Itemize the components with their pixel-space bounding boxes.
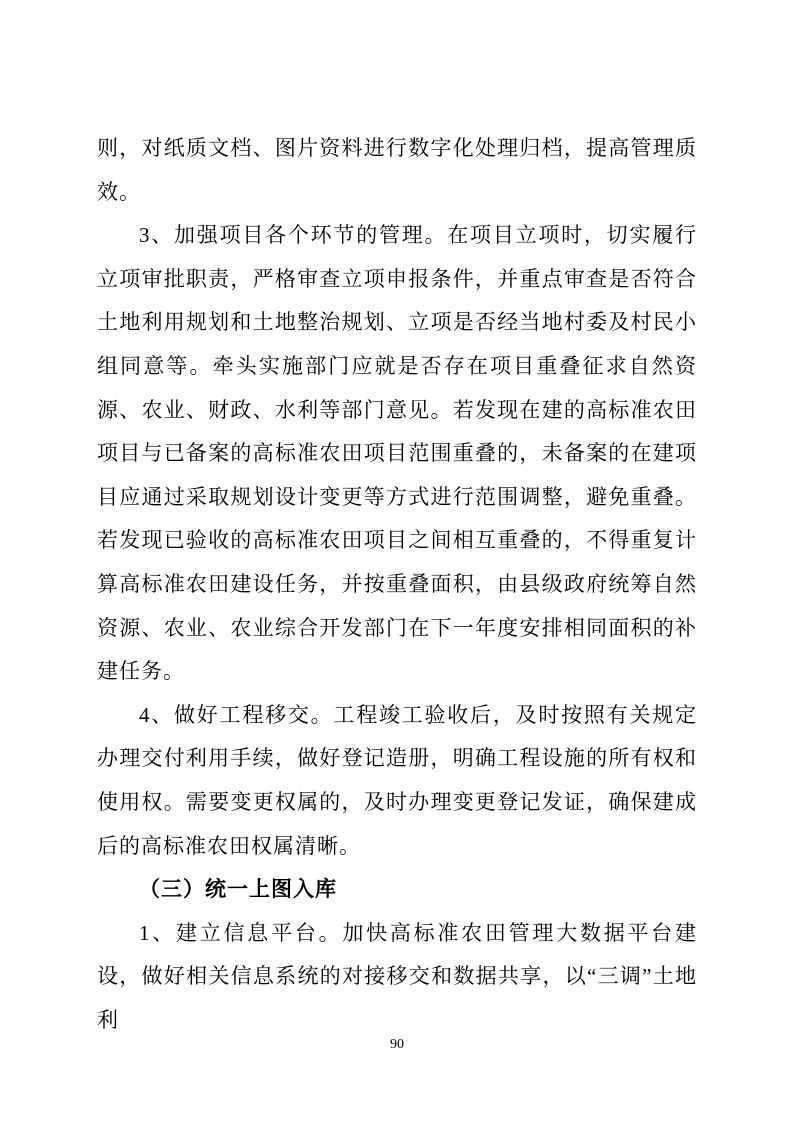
paragraph-item-1: 1、建立信息平台。加快高标准农田管理大数据平台建设，做好相关信息系统的对接移交和数据共享，以“三调”土地利 [97,920,697,1032]
section-heading: （三）统一上图入库 [139,877,337,902]
document-body [97,127,697,1042]
page-number: 90 [390,1037,404,1052]
paragraph-item-4: 4、做好工程移交。工程竣工验收后，及时按照有关规定办理交付利用手续，做好登记造册，明确工程设施的所有权和使用权。需要变更权属的，及时办理变更登记发证，确保建成后的高标准农田权属清晰。 [97,702,697,858]
paragraph-item-3: 3、加强项目各个环节的管理。在项目立项时，切实履行立项审批职责，严格审查立项申报条件，并重点审查是否符合土地利用规划和土地整治规划、立项是否经当地村委及村民小组同意等。牵头实施部门应就是否存在项目重叠征求自然资源、农业、财政、水利等部门意见。若发现在建的高标准农田项目与已备案的高标准农田项目范围重叠的，未备案的在建项目应通过采取规划设计变更等方式进行范围调整，避免重叠。若发现已验收的高标准农田项目之间相互重叠的，不得重复计算高标准农田建设任务，并按重叠面积，由县级政府统筹自然资源、农业、农业综合开发部门在下一年度安排相同面积的补建任务。 [97,223,697,684]
paragraph-continuation: 则，对纸质文档、图片资料进行数字化处理归档，提高管理质效。 [97,136,697,204]
